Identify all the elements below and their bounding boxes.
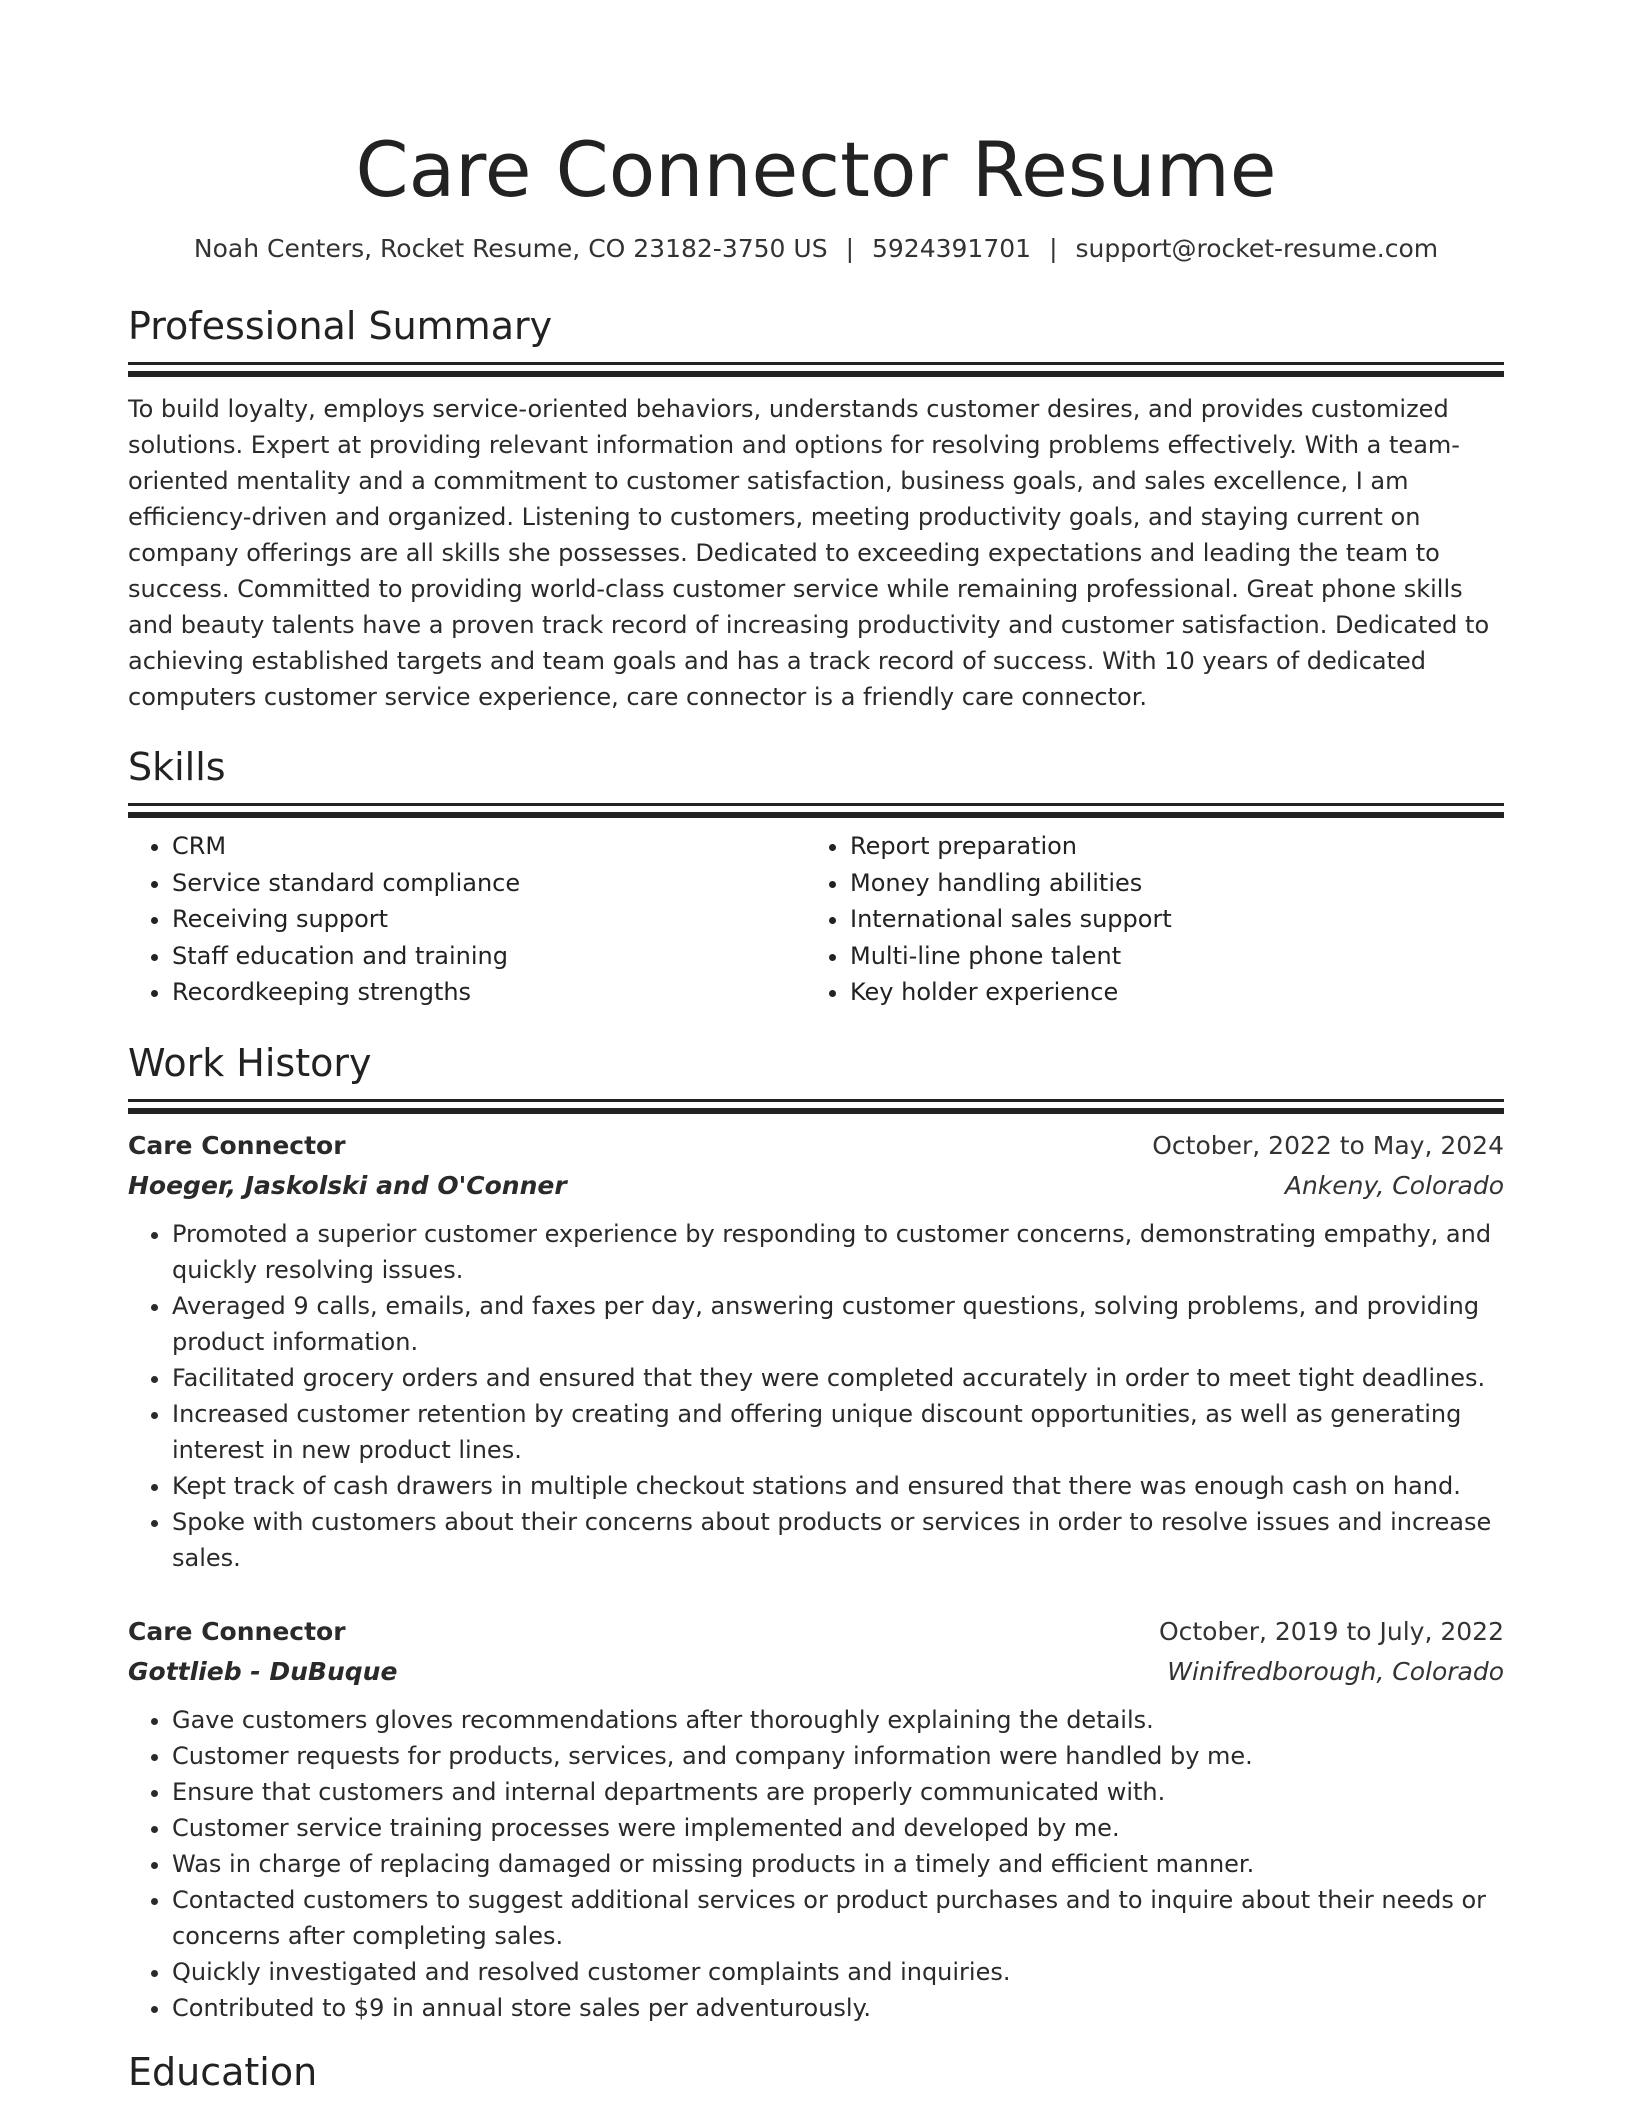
job-bullet: • Customer requests for products, services, and company information were handled by me.	[172, 1738, 1504, 1774]
job-bullets	[128, 1702, 1504, 2026]
skill-item: • Staff education and training	[172, 938, 806, 975]
contact-separator: |	[845, 234, 854, 263]
job-dates: October, 2022 to May, 2024	[1152, 1130, 1504, 1160]
section-divider	[128, 362, 1504, 365]
job-bullet: • Was in charge of replacing damaged or missing products in a timely and efficient manner.	[172, 1846, 1504, 1882]
job-bullet: • Kept track of cash drawers in multiple checkout stations and ensured that there was enough cash on hand.	[172, 1468, 1504, 1504]
job-bullets	[128, 1216, 1504, 1576]
skills-list	[128, 828, 1504, 1011]
job-dates: October, 2019 to July, 2022	[1158, 1616, 1504, 1646]
job-bullet: • Increased customer retention by creating and offering unique discount opportunities, as well as generating interest in new product lines.	[172, 1396, 1504, 1468]
summary-section	[128, 302, 1504, 715]
job-title: Care Connector	[128, 1130, 346, 1160]
contact-phone: 5924391701	[872, 234, 1032, 263]
section-divider	[128, 1108, 1504, 1114]
skills-column-right	[806, 828, 1484, 1011]
section-heading-skills: Skills	[128, 745, 226, 789]
summary-text: To build loyalty, employs service-oriented behaviors, understands customer desires, and provides customized solutions. Expert at providing relevant information and options for resolving problems effectively. With a team-oriented mentality and a commitment to customer satisfaction, business goals, and sales excellence, I am efficiency-driven and organized. Listening to customers, meeting productivity goals, and staying current on company offerings are all skills she possesses. Dedicated to exceeding expectations and leading the team to success. Committed to providing world-class customer service while remaining professional. Great phone skills and beauty talents have a proven track record of increasing productivity and customer satisfaction. Dedicated to achieving established targets and team goals and has a track record of success. With 10 years of dedicated computers customer service experience, care connector is a friendly care connector.	[128, 395, 1490, 711]
job-bullet: • Contacted customers to suggest additional services or product purchases and to inquire about their needs or concerns after completing sales.	[172, 1882, 1504, 1954]
skill-item: • Service standard compliance	[172, 865, 806, 902]
skill-item: • Recordkeeping strengths	[172, 974, 806, 1011]
job-bullet: • Customer service training processes were implemented and developed by me.	[172, 1810, 1504, 1846]
skill-item: • Multi-line phone talent	[850, 938, 1484, 975]
job-company: Hoeger, Jaskolski and O'Conner	[128, 1170, 567, 1200]
job-subheader	[128, 1166, 1504, 1206]
skill-item: • International sales support	[850, 901, 1484, 938]
section-heading-education: Education	[128, 2049, 318, 2094]
job-bullet: • Gave customers gloves recommendations after thoroughly explaining the details.	[172, 1702, 1504, 1738]
job-bullet: • Averaged 9 calls, emails, and faxes per day, answering customer questions, solving problems, and providing product information.	[172, 1288, 1504, 1360]
section-heading-work-history: Work History	[128, 1040, 372, 1085]
section-divider	[128, 812, 1504, 818]
job-bullet: • Ensure that customers and internal departments are properly communicated with.	[172, 1774, 1504, 1810]
resume-title: Care Connector Resume	[355, 125, 1277, 214]
skill-item: • CRM	[172, 828, 806, 865]
contact-separator: |	[1049, 234, 1058, 263]
skill-item: • Key holder experience	[850, 974, 1484, 1011]
job-header	[128, 1612, 1504, 1652]
job-bullet: • Spoke with customers about their concerns about products or services in order to resolve issues and increase sales.	[172, 1504, 1504, 1576]
contact-line	[128, 232, 1504, 266]
skill-item: • Report preparation	[850, 828, 1484, 865]
section-divider	[128, 1099, 1504, 1102]
job-location: Ankeny, Colorado	[1284, 1170, 1504, 1200]
contact-email: support@rocket-resume.com	[1075, 234, 1439, 263]
section-divider	[128, 803, 1504, 806]
skills-column-left	[128, 828, 806, 1011]
job-bullet: • Promoted a superior customer experience by responding to customer concerns, demonstrating empathy, and quickly resolving issues.	[172, 1216, 1504, 1288]
education-section	[128, 2048, 1504, 2096]
job-bullet: • Contributed to $9 in annual store sales per adventurously.	[172, 1990, 1504, 2026]
job-bullet: • Facilitated grocery orders and ensured that they were completed accurately in order to meet tight deadlines.	[172, 1360, 1504, 1396]
section-heading-summary: Professional Summary	[128, 304, 553, 348]
job-title: Care Connector	[128, 1616, 346, 1646]
work-history-section	[128, 1039, 1504, 2026]
job-company: Gottlieb - DuBuque	[128, 1656, 398, 1686]
job-entry	[128, 1612, 1504, 2026]
job-location: Winifredborough, Colorado	[1167, 1656, 1504, 1686]
skill-item: • Money handling abilities	[850, 865, 1484, 902]
job-entry	[128, 1126, 1504, 1576]
job-header	[128, 1126, 1504, 1166]
job-bullet: • Quickly investigated and resolved customer complaints and inquiries.	[172, 1954, 1504, 1990]
skills-section	[128, 743, 1504, 1011]
contact-address: Noah Centers, Rocket Resume, CO 23182-3750 US	[193, 234, 828, 263]
skill-item: • Receiving support	[172, 901, 806, 938]
job-subheader	[128, 1652, 1504, 1692]
section-divider	[128, 371, 1504, 377]
resume-page	[128, 0, 1504, 2096]
